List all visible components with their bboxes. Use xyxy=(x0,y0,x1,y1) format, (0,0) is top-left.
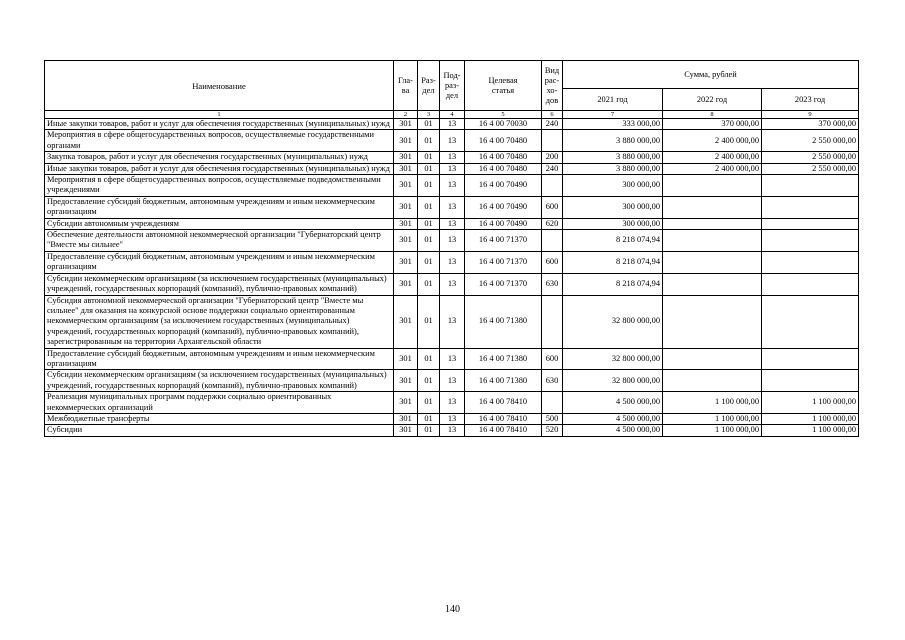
row-razdel-cell: 01 xyxy=(418,152,440,163)
row-sum-2021-cell: 4 500 000,00 xyxy=(563,413,663,424)
row-sum-2022-cell: 1 100 000,00 xyxy=(663,425,762,436)
row-target-article-cell: 16 4 00 78410 xyxy=(465,425,542,436)
column-number: 6 xyxy=(542,111,563,119)
row-glava-cell: 301 xyxy=(394,152,418,163)
row-expense-type-cell: 240 xyxy=(542,163,563,174)
row-sum-2023-cell xyxy=(762,196,859,218)
row-sum-2021-cell: 32 800 000,00 xyxy=(563,370,663,392)
row-sum-2022-cell: 2 400 000,00 xyxy=(663,163,762,174)
row-razdel-cell: 01 xyxy=(418,392,440,414)
row-sum-2023-cell xyxy=(762,370,859,392)
row-name-cell: Субсидии некоммерческим организациям (за исключением государственных (муниципальных) учреждений, государственных корпораций (компаний), публично-правовых компаний) xyxy=(45,370,394,392)
row-razdel-cell: 01 xyxy=(418,130,440,152)
table-row xyxy=(45,163,859,174)
column-number: 1 xyxy=(45,111,394,119)
row-sum-2021-cell: 3 880 000,00 xyxy=(563,152,663,163)
row-razdel-cell: 01 xyxy=(418,273,440,295)
row-target-article-cell: 16 4 00 71370 xyxy=(465,251,542,273)
row-sum-2022-cell xyxy=(663,295,762,348)
row-expense-type-cell xyxy=(542,295,563,348)
header-name: Наименование xyxy=(45,61,394,111)
budget-table xyxy=(44,60,859,437)
row-name-cell: Обеспечение деятельности автономной некоммерческой организации "Губернаторский центр "Вместе мы сильнее" xyxy=(45,230,394,252)
row-razdel-cell: 01 xyxy=(418,196,440,218)
row-razdel-cell: 01 xyxy=(418,230,440,252)
row-sum-2023-cell: 2 550 000,00 xyxy=(762,130,859,152)
column-number: 3 xyxy=(418,111,440,119)
row-name-cell: Иные закупки товаров, работ и услуг для обеспечения государственных (муниципальных) нужд xyxy=(45,163,394,174)
row-razdel-cell: 01 xyxy=(418,295,440,348)
row-sum-2022-cell: 370 000,00 xyxy=(663,119,762,130)
row-razdel-cell: 01 xyxy=(418,370,440,392)
table-row xyxy=(45,218,859,229)
row-expense-type-cell xyxy=(542,130,563,152)
row-target-article-cell: 16 4 00 70490 xyxy=(465,218,542,229)
row-sum-2022-cell xyxy=(663,273,762,295)
row-sum-2023-cell xyxy=(762,273,859,295)
row-sum-2021-cell: 333 000,00 xyxy=(563,119,663,130)
row-podrazdel-cell: 13 xyxy=(440,251,465,273)
row-glava-cell: 301 xyxy=(394,119,418,130)
header-razdel: Раз- дел xyxy=(418,61,440,111)
row-razdel-cell: 01 xyxy=(418,251,440,273)
row-razdel-cell: 01 xyxy=(418,425,440,436)
row-target-article-cell: 16 4 00 70480 xyxy=(465,152,542,163)
row-sum-2022-cell xyxy=(663,175,762,197)
table-row xyxy=(45,348,859,370)
row-razdel-cell: 01 xyxy=(418,348,440,370)
row-razdel-cell: 01 xyxy=(418,119,440,130)
row-target-article-cell: 16 4 00 70030 xyxy=(465,119,542,130)
row-target-article-cell: 16 4 00 70480 xyxy=(465,163,542,174)
row-sum-2023-cell xyxy=(762,251,859,273)
row-sum-2023-cell: 2 550 000,00 xyxy=(762,163,859,174)
header-target-article: Целевая статья xyxy=(465,61,542,111)
row-expense-type-cell xyxy=(542,230,563,252)
table-row xyxy=(45,251,859,273)
row-sum-2021-cell: 32 800 000,00 xyxy=(563,295,663,348)
row-target-article-cell: 16 4 00 71380 xyxy=(465,370,542,392)
row-razdel-cell: 01 xyxy=(418,218,440,229)
row-podrazdel-cell: 13 xyxy=(440,175,465,197)
row-podrazdel-cell: 13 xyxy=(440,130,465,152)
table-row xyxy=(45,175,859,197)
page-number: 140 xyxy=(445,604,460,615)
row-name-cell: Предоставление субсидий бюджетным, автономным учреждениям и иным некоммерческим организациям xyxy=(45,251,394,273)
row-sum-2023-cell: 1 100 000,00 xyxy=(762,413,859,424)
row-expense-type-cell: 630 xyxy=(542,370,563,392)
row-name-cell: Иные закупки товаров, работ и услуг для обеспечения государственных (муниципальных) нужд xyxy=(45,119,394,130)
row-expense-type-cell: 500 xyxy=(542,413,563,424)
row-sum-2021-cell: 3 880 000,00 xyxy=(563,163,663,174)
row-sum-2021-cell: 3 880 000,00 xyxy=(563,130,663,152)
row-sum-2023-cell xyxy=(762,348,859,370)
row-sum-2021-cell: 300 000,00 xyxy=(563,218,663,229)
row-glava-cell: 301 xyxy=(394,295,418,348)
row-sum-2022-cell: 2 400 000,00 xyxy=(663,130,762,152)
row-expense-type-cell xyxy=(542,175,563,197)
row-glava-cell: 301 xyxy=(394,130,418,152)
row-glava-cell: 301 xyxy=(394,196,418,218)
row-name-cell: Субсидии xyxy=(45,425,394,436)
row-name-cell: Предоставление субсидий бюджетным, автономным учреждениям и иным некоммерческим организациям xyxy=(45,196,394,218)
table-row xyxy=(45,273,859,295)
row-sum-2023-cell: 1 100 000,00 xyxy=(762,392,859,414)
row-sum-2022-cell xyxy=(663,218,762,229)
header-year-2021: 2021 год xyxy=(563,89,663,111)
row-glava-cell: 301 xyxy=(394,175,418,197)
row-podrazdel-cell: 13 xyxy=(440,218,465,229)
row-target-article-cell: 16 4 00 71380 xyxy=(465,295,542,348)
row-target-article-cell: 16 4 00 71370 xyxy=(465,273,542,295)
table-row xyxy=(45,425,859,436)
table-row xyxy=(45,392,859,414)
row-name-cell: Закупка товаров, работ и услуг для обеспечения государственных (муниципальных) нужд xyxy=(45,152,394,163)
row-name-cell: Реализация муниципальных программ поддержки социально ориентированных некоммерческих организаций xyxy=(45,392,394,414)
row-target-article-cell: 16 4 00 78410 xyxy=(465,392,542,414)
row-name-cell: Межбюджетные трансферты xyxy=(45,413,394,424)
row-sum-2023-cell: 2 550 000,00 xyxy=(762,152,859,163)
row-sum-2023-cell xyxy=(762,218,859,229)
row-expense-type-cell: 200 xyxy=(542,152,563,163)
row-expense-type-cell: 600 xyxy=(542,251,563,273)
header-expense-type: Вид рас- хо- дов xyxy=(542,61,563,111)
table-header xyxy=(45,61,859,119)
row-glava-cell: 301 xyxy=(394,413,418,424)
row-target-article-cell: 16 4 00 70480 xyxy=(465,130,542,152)
row-sum-2022-cell xyxy=(663,196,762,218)
table-row xyxy=(45,295,859,348)
column-number: 2 xyxy=(394,111,418,119)
row-expense-type-cell xyxy=(542,392,563,414)
row-podrazdel-cell: 13 xyxy=(440,425,465,436)
row-target-article-cell: 16 4 00 78410 xyxy=(465,413,542,424)
row-glava-cell: 301 xyxy=(394,370,418,392)
table-row xyxy=(45,130,859,152)
row-expense-type-cell: 630 xyxy=(542,273,563,295)
header-sum: Сумма, рублей xyxy=(563,61,859,89)
row-glava-cell: 301 xyxy=(394,163,418,174)
row-podrazdel-cell: 13 xyxy=(440,196,465,218)
row-sum-2022-cell: 1 100 000,00 xyxy=(663,413,762,424)
row-name-cell: Субсидии некоммерческим организациям (за исключением государственных (муниципальных) учреждений, государственных корпораций (компаний), публично-правовых компаний) xyxy=(45,273,394,295)
row-glava-cell: 301 xyxy=(394,218,418,229)
row-glava-cell: 301 xyxy=(394,392,418,414)
row-glava-cell: 301 xyxy=(394,348,418,370)
row-expense-type-cell: 240 xyxy=(542,119,563,130)
row-razdel-cell: 01 xyxy=(418,413,440,424)
row-sum-2021-cell: 4 500 000,00 xyxy=(563,392,663,414)
header-podrazdel: Под- раз- дел xyxy=(440,61,465,111)
table-row xyxy=(45,230,859,252)
row-sum-2022-cell xyxy=(663,348,762,370)
column-numbers-row xyxy=(45,111,859,119)
row-target-article-cell: 16 4 00 70490 xyxy=(465,196,542,218)
row-podrazdel-cell: 13 xyxy=(440,295,465,348)
header-glava: Гла- ва xyxy=(394,61,418,111)
row-sum-2021-cell: 8 218 074,94 xyxy=(563,251,663,273)
row-sum-2021-cell: 32 800 000,00 xyxy=(563,348,663,370)
row-name-cell: Мероприятия в сфере общегосударственных вопросов, осуществляемые подведомственными учреждениями xyxy=(45,175,394,197)
row-podrazdel-cell: 13 xyxy=(440,230,465,252)
row-target-article-cell: 16 4 00 71380 xyxy=(465,348,542,370)
row-podrazdel-cell: 13 xyxy=(440,119,465,130)
table-row xyxy=(45,119,859,130)
row-razdel-cell: 01 xyxy=(418,175,440,197)
row-sum-2023-cell xyxy=(762,295,859,348)
row-sum-2023-cell xyxy=(762,230,859,252)
header-year-2023: 2023 год xyxy=(762,89,859,111)
row-podrazdel-cell: 13 xyxy=(440,273,465,295)
row-podrazdel-cell: 13 xyxy=(440,152,465,163)
row-sum-2023-cell xyxy=(762,175,859,197)
column-number: 7 xyxy=(563,111,663,119)
row-sum-2021-cell: 300 000,00 xyxy=(563,175,663,197)
row-sum-2022-cell xyxy=(663,251,762,273)
row-sum-2021-cell: 300 000,00 xyxy=(563,196,663,218)
row-name-cell: Субсидия автономной некоммерческой организации "Губернаторский центр "Вместе мы сильнее" для оказания на конкурсной основе поддержки социально ориентированным некоммерческим организациям (за исключением государственных (муниципальных) учреждений, государственных корпораций (компаний), публично-правовых компаний), зарегистрированным на территории Архангельской области xyxy=(45,295,394,348)
row-expense-type-cell: 520 xyxy=(542,425,563,436)
row-sum-2022-cell: 1 100 000,00 xyxy=(663,392,762,414)
row-sum-2022-cell xyxy=(663,230,762,252)
row-sum-2022-cell: 2 400 000,00 xyxy=(663,152,762,163)
row-sum-2022-cell xyxy=(663,370,762,392)
table-row xyxy=(45,370,859,392)
table-row xyxy=(45,152,859,163)
row-razdel-cell: 01 xyxy=(418,163,440,174)
table-row xyxy=(45,413,859,424)
row-glava-cell: 301 xyxy=(394,273,418,295)
row-podrazdel-cell: 13 xyxy=(440,163,465,174)
row-expense-type-cell: 600 xyxy=(542,196,563,218)
row-name-cell: Мероприятия в сфере общегосударственных вопросов, осуществляемые государственными органами xyxy=(45,130,394,152)
row-expense-type-cell: 600 xyxy=(542,348,563,370)
column-number: 4 xyxy=(440,111,465,119)
row-target-article-cell: 16 4 00 70490 xyxy=(465,175,542,197)
row-expense-type-cell: 620 xyxy=(542,218,563,229)
row-target-article-cell: 16 4 00 71370 xyxy=(465,230,542,252)
row-sum-2023-cell: 1 100 000,00 xyxy=(762,425,859,436)
row-podrazdel-cell: 13 xyxy=(440,348,465,370)
row-name-cell: Субсидии автономным учреждениям xyxy=(45,218,394,229)
row-name-cell: Предоставление субсидий бюджетным, автономным учреждениям и иным некоммерческим организациям xyxy=(45,348,394,370)
column-number: 5 xyxy=(465,111,542,119)
column-number: 8 xyxy=(663,111,762,119)
table-body xyxy=(45,119,859,437)
row-podrazdel-cell: 13 xyxy=(440,392,465,414)
row-sum-2021-cell: 8 218 074,94 xyxy=(563,273,663,295)
row-sum-2023-cell: 370 000,00 xyxy=(762,119,859,130)
row-sum-2021-cell: 8 218 074,94 xyxy=(563,230,663,252)
row-glava-cell: 301 xyxy=(394,251,418,273)
header-year-2022: 2022 год xyxy=(663,89,762,111)
row-podrazdel-cell: 13 xyxy=(440,370,465,392)
column-number: 9 xyxy=(762,111,859,119)
table-row xyxy=(45,196,859,218)
row-glava-cell: 301 xyxy=(394,230,418,252)
row-sum-2021-cell: 4 500 000,00 xyxy=(563,425,663,436)
row-glava-cell: 301 xyxy=(394,425,418,436)
row-podrazdel-cell: 13 xyxy=(440,413,465,424)
